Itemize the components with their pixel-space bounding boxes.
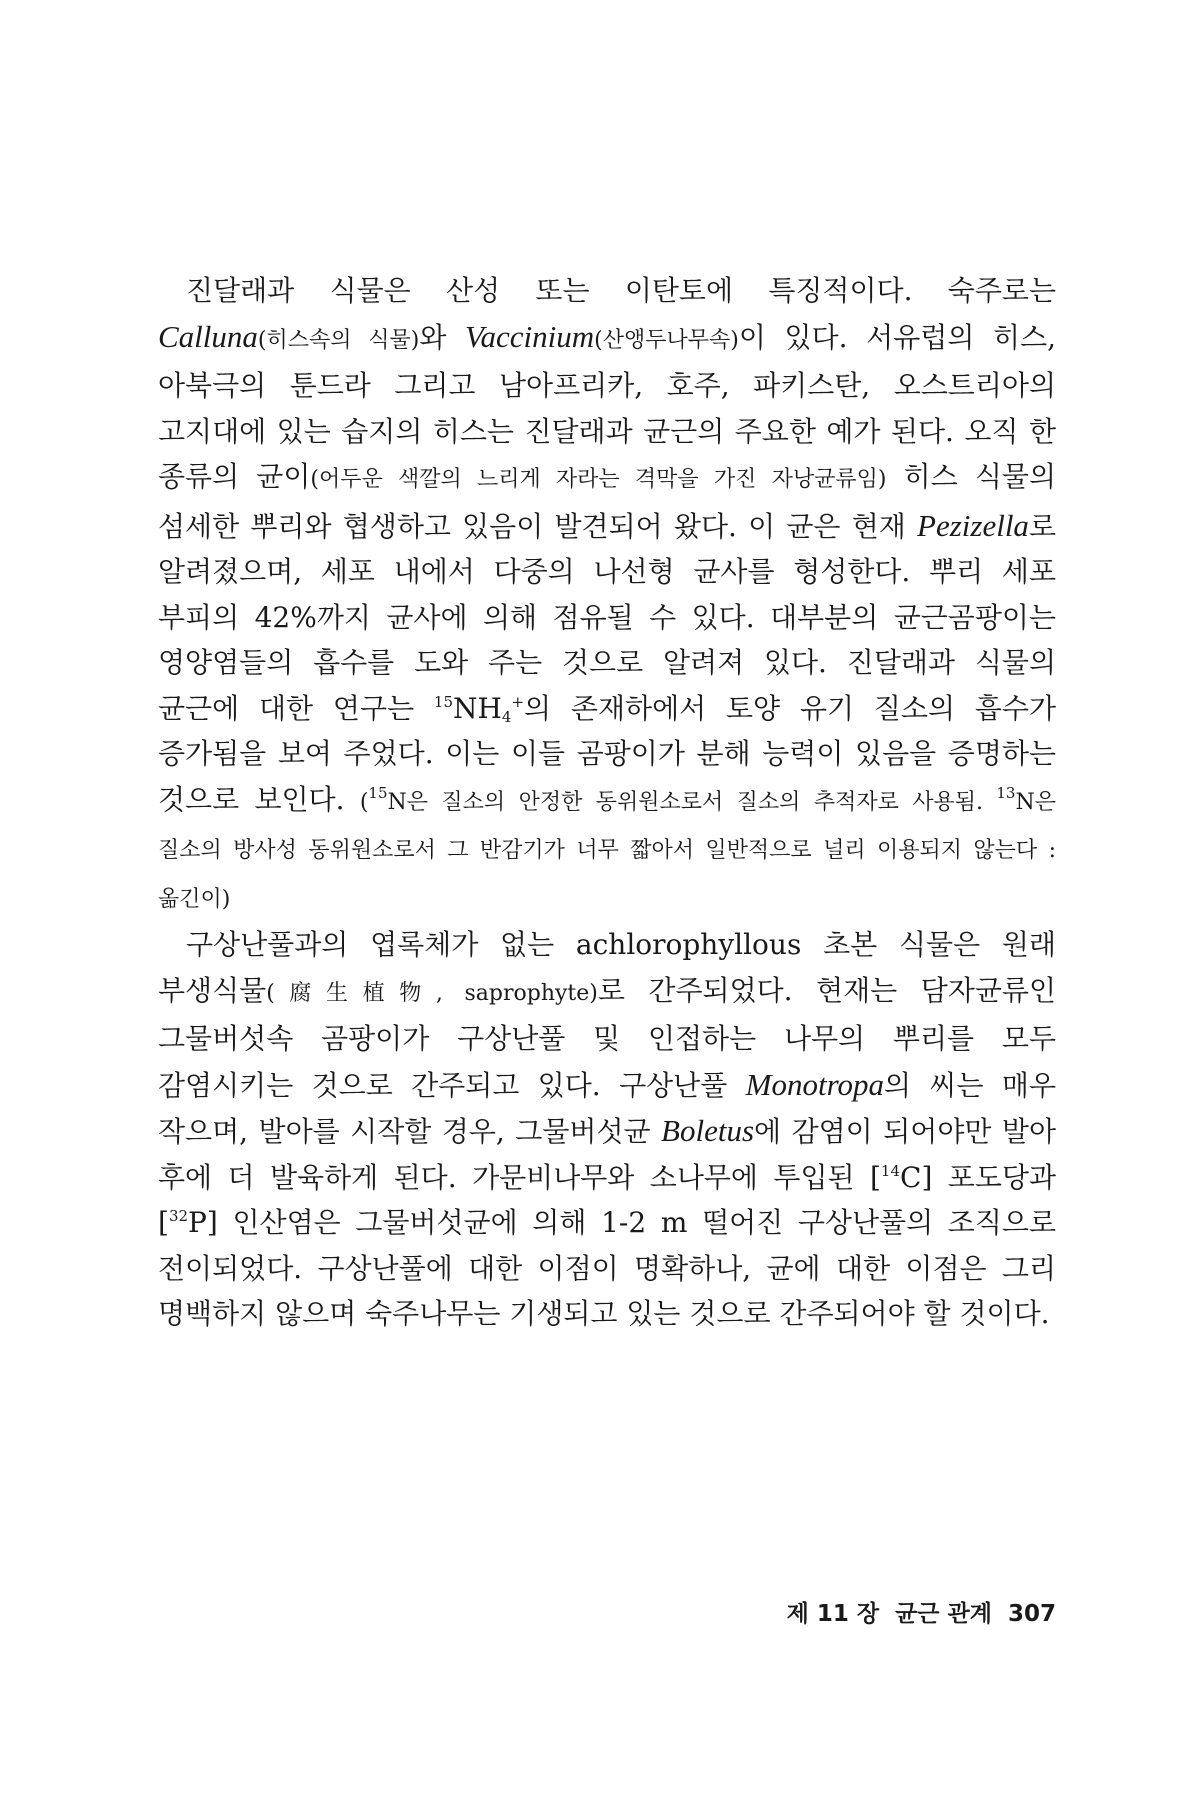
running-footer xyxy=(700,1595,1056,1628)
body-text xyxy=(158,268,1056,1337)
italic-term: Boletus xyxy=(661,1113,755,1148)
text-segment: + xyxy=(511,692,525,711)
text-segment: 의 존재하에서 토양 유기 질소의 흡수가 증가됨을 보여 주었다. 이는 이들 곰팡이가 분해 능력이 있음을 증명하는 것으로 보인다. xyxy=(158,691,1056,816)
text-segment: 의 씨는 매우 작으며, 발아를 시작할 경우, 그물버섯균 xyxy=(158,1068,1056,1148)
paragraph xyxy=(158,268,1056,922)
paragraph xyxy=(158,922,1056,1337)
text-segment: 히스 식물의 섬세한 뿌리와 협생하고 있음이 발견되어 왔다. 이 균은 현재 xyxy=(158,460,1056,543)
text-segment: 4 xyxy=(501,707,512,726)
text-segment: 구상난풀과의 엽록체가 없는 achlorophyllous 초본 식물은 원래 부생식물 xyxy=(158,928,1056,1007)
text-segment: 14 xyxy=(880,1161,901,1180)
text-segment: 와 xyxy=(419,320,466,354)
chapter-title: 균근 관계 xyxy=(895,1601,992,1627)
text-segment: 진달래과 식물은 산성 또는 이탄토에 특징적이다. 숙주로는 xyxy=(186,274,1056,307)
text-segment: 이 있다. 서유럽의 히스, 아북극의 툰드라 그리고 남아프리카, 호주, 파키스탄, 오스트리아의 고지대에 있는 습지의 히스는 진달래과 균근의 주요한 예가 된다. 오직 한 종류의 균이 xyxy=(158,320,1057,493)
text-segment: N은 질소의 안정한 동위원소로서 질소의 추적자로 사용됨. xyxy=(387,789,997,815)
chapter-label: 제 11 장 xyxy=(786,1601,880,1627)
text-segment: 13 xyxy=(996,783,1016,802)
text-segment: N은 질소의 방사성 동위원소로서 그 반감기가 너무 짧아서 일반적으로 널리 이용되지 않는다 : 옮긴이) xyxy=(158,789,1056,912)
page-number: 307 xyxy=(1007,1601,1056,1627)
italic-term: Calluna xyxy=(158,318,258,354)
text-segment: P] 인산염은 그물버섯균에 의해 1-2 m 떨어진 구상난풀의 조직으로 전이되었다. 구상난풀에 대한 이점이 명확하나, 균에 대한 이점은 그리 명백하지 않으며 숙주나무는 기생되고 있는 것으로 간주되어야 할 것이다. xyxy=(158,1206,1056,1330)
text-segment: (히스속의 식물) xyxy=(257,327,420,353)
text-segment: 15 xyxy=(368,783,388,802)
italic-term: Monotropa xyxy=(745,1066,884,1102)
text-segment: (어두운 색깔의 느리게 자라는 격막을 가진 자낭균류임) xyxy=(310,467,887,492)
text-segment: 32 xyxy=(168,1207,189,1225)
text-segment: (腐生植物, saprophyte) xyxy=(266,980,598,1006)
text-segment: 15 xyxy=(433,692,453,711)
italic-term: Vaccinium xyxy=(465,318,595,354)
text-segment: ( xyxy=(359,789,369,815)
text-segment: NH xyxy=(453,691,502,725)
text-segment: C] 포도당과 [ xyxy=(158,1160,1056,1239)
italic-term: Pezizella xyxy=(917,507,1029,543)
text-segment: 에 감염이 되어야만 발아 후에 더 발육하게 된다. 가문비나무와 소나무에 투입된 [ xyxy=(158,1115,1057,1194)
text-segment: (산앵두나무속) xyxy=(594,327,739,353)
text-segment: 로 알려졌으며, 세포 내에서 다중의 나선형 균사를 형성한다. 뿌리 세포 부피의 42%까지 균사에 의해 점유될 수 있다. 대부분의 균근곰팡이는 영양염들의 흡수를 도와 주는 것으로 알려져 있다. 진달래과 식물의 균근에 대한 연구는 xyxy=(158,509,1056,725)
text-segment: 로 간주되었다. 현재는 담자균류인 그물버섯속 곰팡이가 구상난풀 및 인접하는 나무의 뿌리를 모두 감염시키는 것으로 간주되고 있다. 구상난풀 xyxy=(158,973,1056,1102)
